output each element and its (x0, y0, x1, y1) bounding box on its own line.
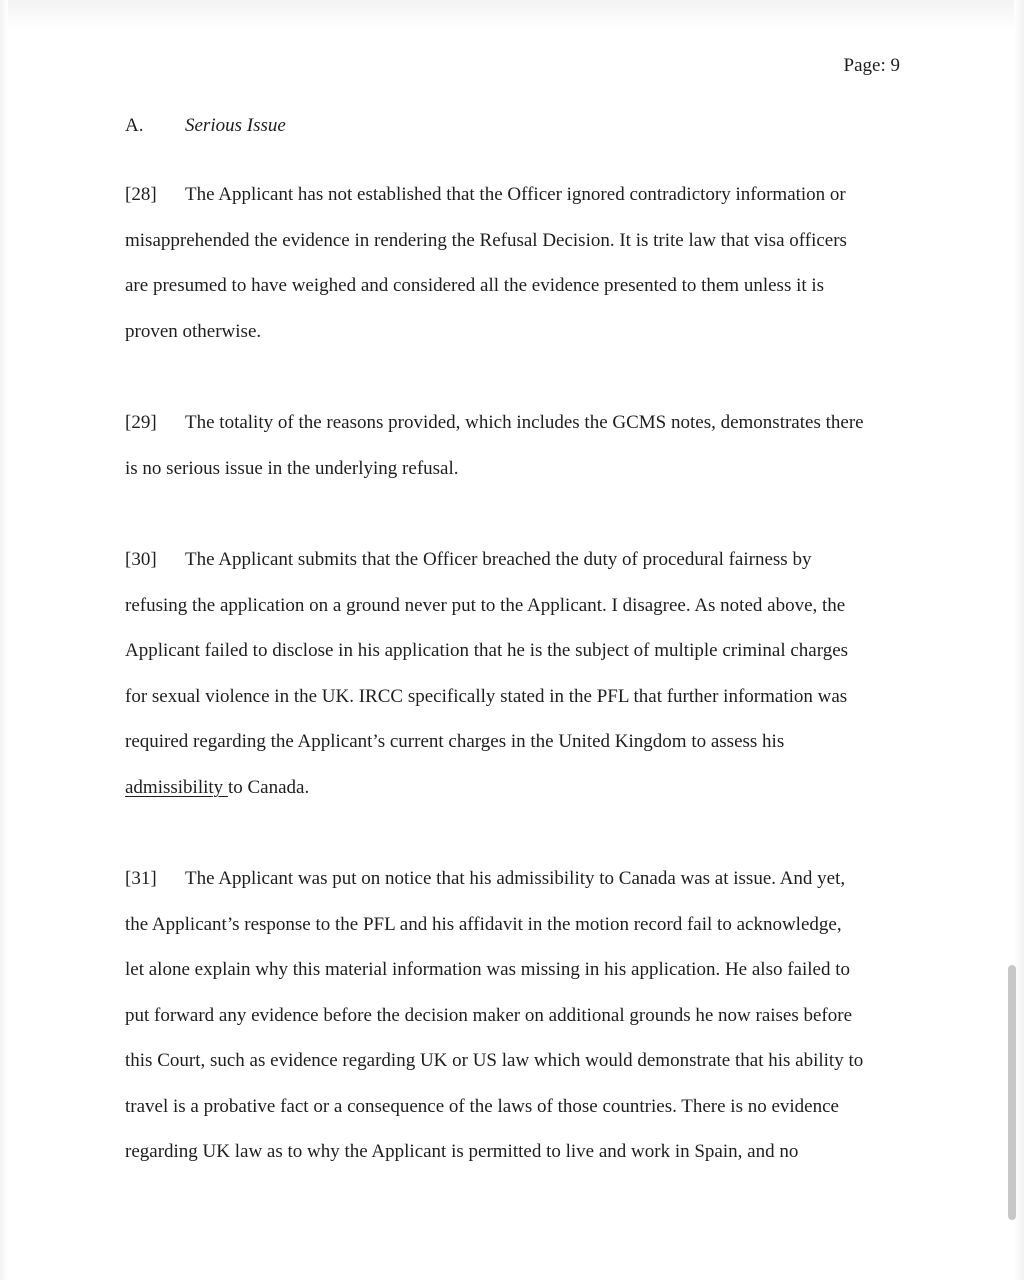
page-number: Page: 9 (843, 55, 900, 76)
paragraph-text: The totality of the reasons provided, which includes the GCMS notes, demonstrates there (185, 412, 864, 433)
paragraph-line: for sexual violence in the UK. IRCC specifically stated in the PFL that further information was (125, 685, 848, 707)
paragraph-number: [29] (125, 412, 157, 433)
paragraph-text: The Applicant has not established that the Officer ignored contradictory information or (185, 184, 846, 205)
paragraph-line: misapprehended the evidence in rendering the Refusal Decision. It is trite law that visa officers (125, 229, 847, 251)
paragraph-line: this Court, such as evidence regarding UK or US law which would demonstrate that his ability to (125, 1050, 864, 1071)
underlined-term: admissibility (125, 776, 228, 798)
paragraph-number: [31] (125, 868, 157, 889)
paragraph-line: proven otherwise. (125, 320, 262, 342)
paragraph-number: [28] (125, 184, 157, 205)
paragraph-31 (125, 868, 910, 1187)
paragraph-line: the Applicant’s response to the PFL and his affidavit in the motion record fail to acknowledge, (125, 913, 842, 935)
paragraph-line: is no serious issue in the underlying refusal. (125, 457, 459, 479)
paragraph-line: refusing the application on a ground never put to the Applicant. I disagree. As noted above, the (125, 594, 846, 616)
paragraph-text: The Applicant was put on notice that his admissibility to Canada was at issue. And yet, (185, 868, 846, 889)
section-heading (125, 115, 286, 137)
paragraph-line (125, 412, 910, 458)
paragraph-line (125, 868, 910, 914)
paragraph-line: required regarding the Applicant’s current charges in the United Kingdom to assess his (125, 731, 785, 752)
paragraph-text: The Applicant submits that the Officer breached the duty of procedural fairness by (185, 549, 812, 570)
paragraph-text: to Canada. (227, 776, 310, 798)
paragraph-29 (125, 412, 910, 503)
paragraph-line: regarding UK law as to why the Applicant is permitted to live and work in Spain, and no (125, 1141, 799, 1162)
paragraph-line: put forward any evidence before the decision maker on additional grounds he now raises before (125, 1004, 853, 1026)
section-letter: A. (125, 115, 144, 136)
paragraph-line: Applicant failed to disclose in his application that he is the subject of multiple criminal charges (125, 640, 849, 661)
paragraph-number: [30] (125, 549, 157, 570)
paragraph-line (125, 777, 910, 823)
vertical-scrollbar[interactable] (1008, 965, 1016, 1220)
paragraph-line: let alone explain why this material information was missing in his application. He also failed to (125, 959, 851, 980)
paragraph-28 (125, 184, 910, 366)
paragraph-line (125, 549, 910, 595)
section-title: Serious Issue (185, 115, 286, 136)
paragraph-line: are presumed to have weighed and considered all the evidence presented to them unless it is (125, 275, 825, 296)
paragraph-line (125, 184, 910, 230)
paragraph-30 (125, 549, 910, 822)
paragraph-line: travel is a probative fact or a consequence of the laws of those countries. There is no evidence (125, 1095, 839, 1117)
